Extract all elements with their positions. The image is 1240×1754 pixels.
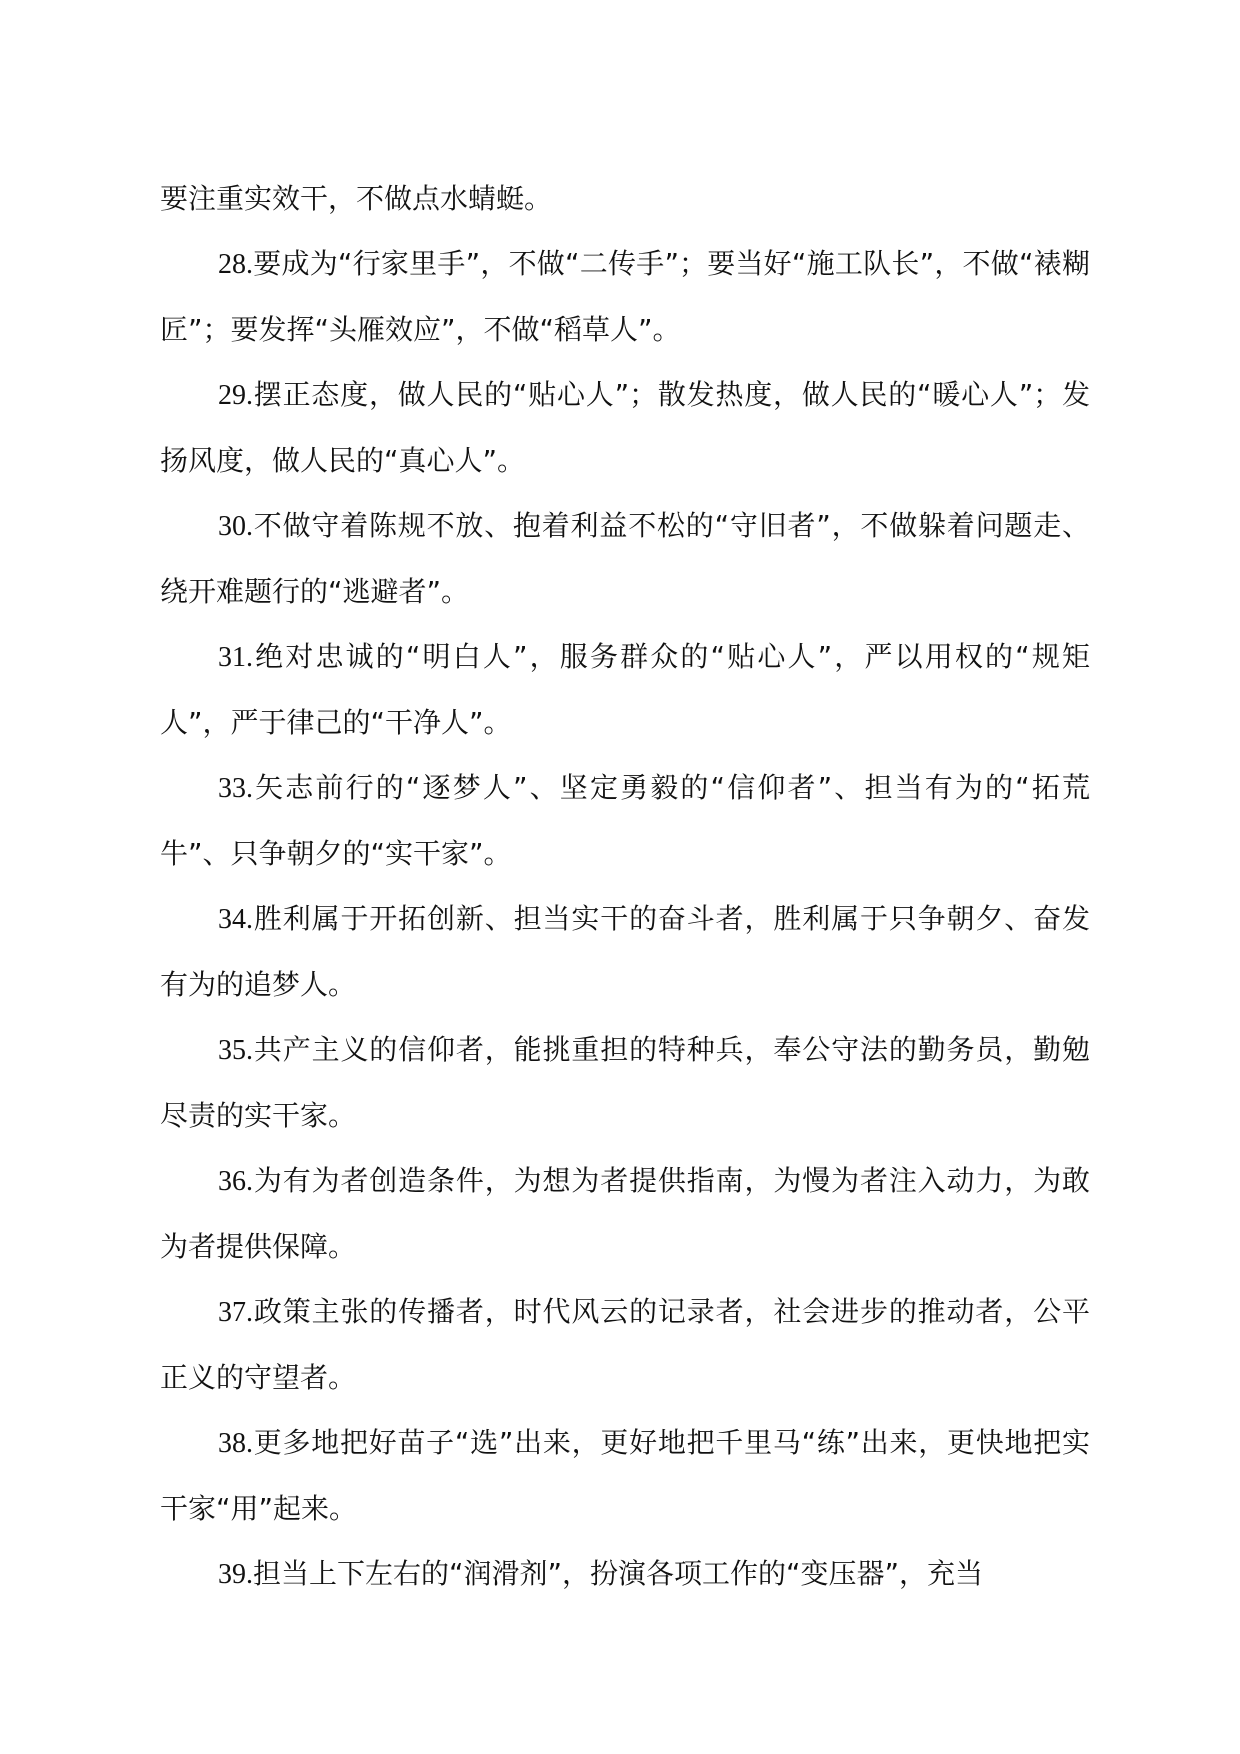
paragraph-text: 要成为“行家里手”，不做“二传手”；要当好“施工队长”，不做“裱糊匠”；要发挥“头雁效应”，不做“稻草人”。: [160, 247, 1090, 346]
paragraph-text: 为有为者创造条件，为想为者提供指南，为慢为者注入动力，为敢为者提供保障。: [160, 1164, 1090, 1263]
paragraph-text: 政策主张的传播者，时代风云的记录者，社会进步的推动者，公平正义的守望者。: [160, 1295, 1090, 1394]
item-number: 31.: [218, 642, 253, 673]
paragraph-item-39: [160, 1541, 1090, 1607]
paragraph-item-33: [160, 755, 1090, 886]
item-number: 30.: [218, 511, 253, 542]
paragraph-item-37: [160, 1279, 1090, 1410]
paragraph-item-35: [160, 1017, 1090, 1148]
paragraph-item-38: [160, 1410, 1090, 1541]
paragraph-text: 担当上下左右的“润滑剂”，扮演各项工作的“变压器”，充当: [253, 1557, 984, 1590]
paragraph-text: 更多地把好苗子“选”出来，更好地把千里马“练”出来，更快地把实干家“用”起来。: [160, 1426, 1090, 1525]
item-number: 39.: [218, 1559, 253, 1590]
item-number: 29.: [218, 380, 253, 411]
paragraph-text: 要注重实效干，不做点水蜻蜓。: [160, 182, 553, 215]
paragraph-text: 不做守着陈规不放、抱着利益不松的“守旧者”，不做躲着问题走、绕开难题行的“逃避者”。: [160, 509, 1090, 608]
paragraph-text: 摆正态度，做人民的“贴心人”；散发热度，做人民的“暖心人”；发扬风度，做人民的“真心人”。: [160, 378, 1090, 477]
item-number: 28.: [218, 249, 253, 280]
item-number: 36.: [218, 1166, 253, 1197]
item-number: 35.: [218, 1035, 253, 1066]
item-number: 34.: [218, 904, 253, 935]
paragraph-item-36: [160, 1148, 1090, 1279]
paragraph-item-29: [160, 362, 1090, 493]
item-number: 37.: [218, 1297, 253, 1328]
paragraph-text: 矢志前行的“逐梦人”、坚定勇毅的“信仰者”、担当有为的“拓荒牛”、只争朝夕的“实干家”。: [160, 771, 1090, 870]
item-number: 38.: [218, 1428, 253, 1459]
paragraph-text: 绝对忠诚的“明白人”，服务群众的“贴心人”，严以用权的“规矩人”，严于律己的“干净人”。: [160, 640, 1090, 739]
paragraph-item-30: [160, 493, 1090, 624]
paragraph-item-28: [160, 231, 1090, 362]
paragraph-continuation: [160, 166, 1090, 231]
item-number: 33.: [218, 773, 253, 804]
paragraph-item-31: [160, 624, 1090, 755]
document-page: [160, 166, 1090, 1607]
paragraph-text: 胜利属于开拓创新、担当实干的奋斗者，胜利属于只争朝夕、奋发有为的追梦人。: [160, 902, 1090, 1001]
paragraph-text: 共产主义的信仰者，能挑重担的特种兵，奉公守法的勤务员，勤勉尽责的实干家。: [160, 1033, 1090, 1132]
paragraph-item-34: [160, 886, 1090, 1017]
